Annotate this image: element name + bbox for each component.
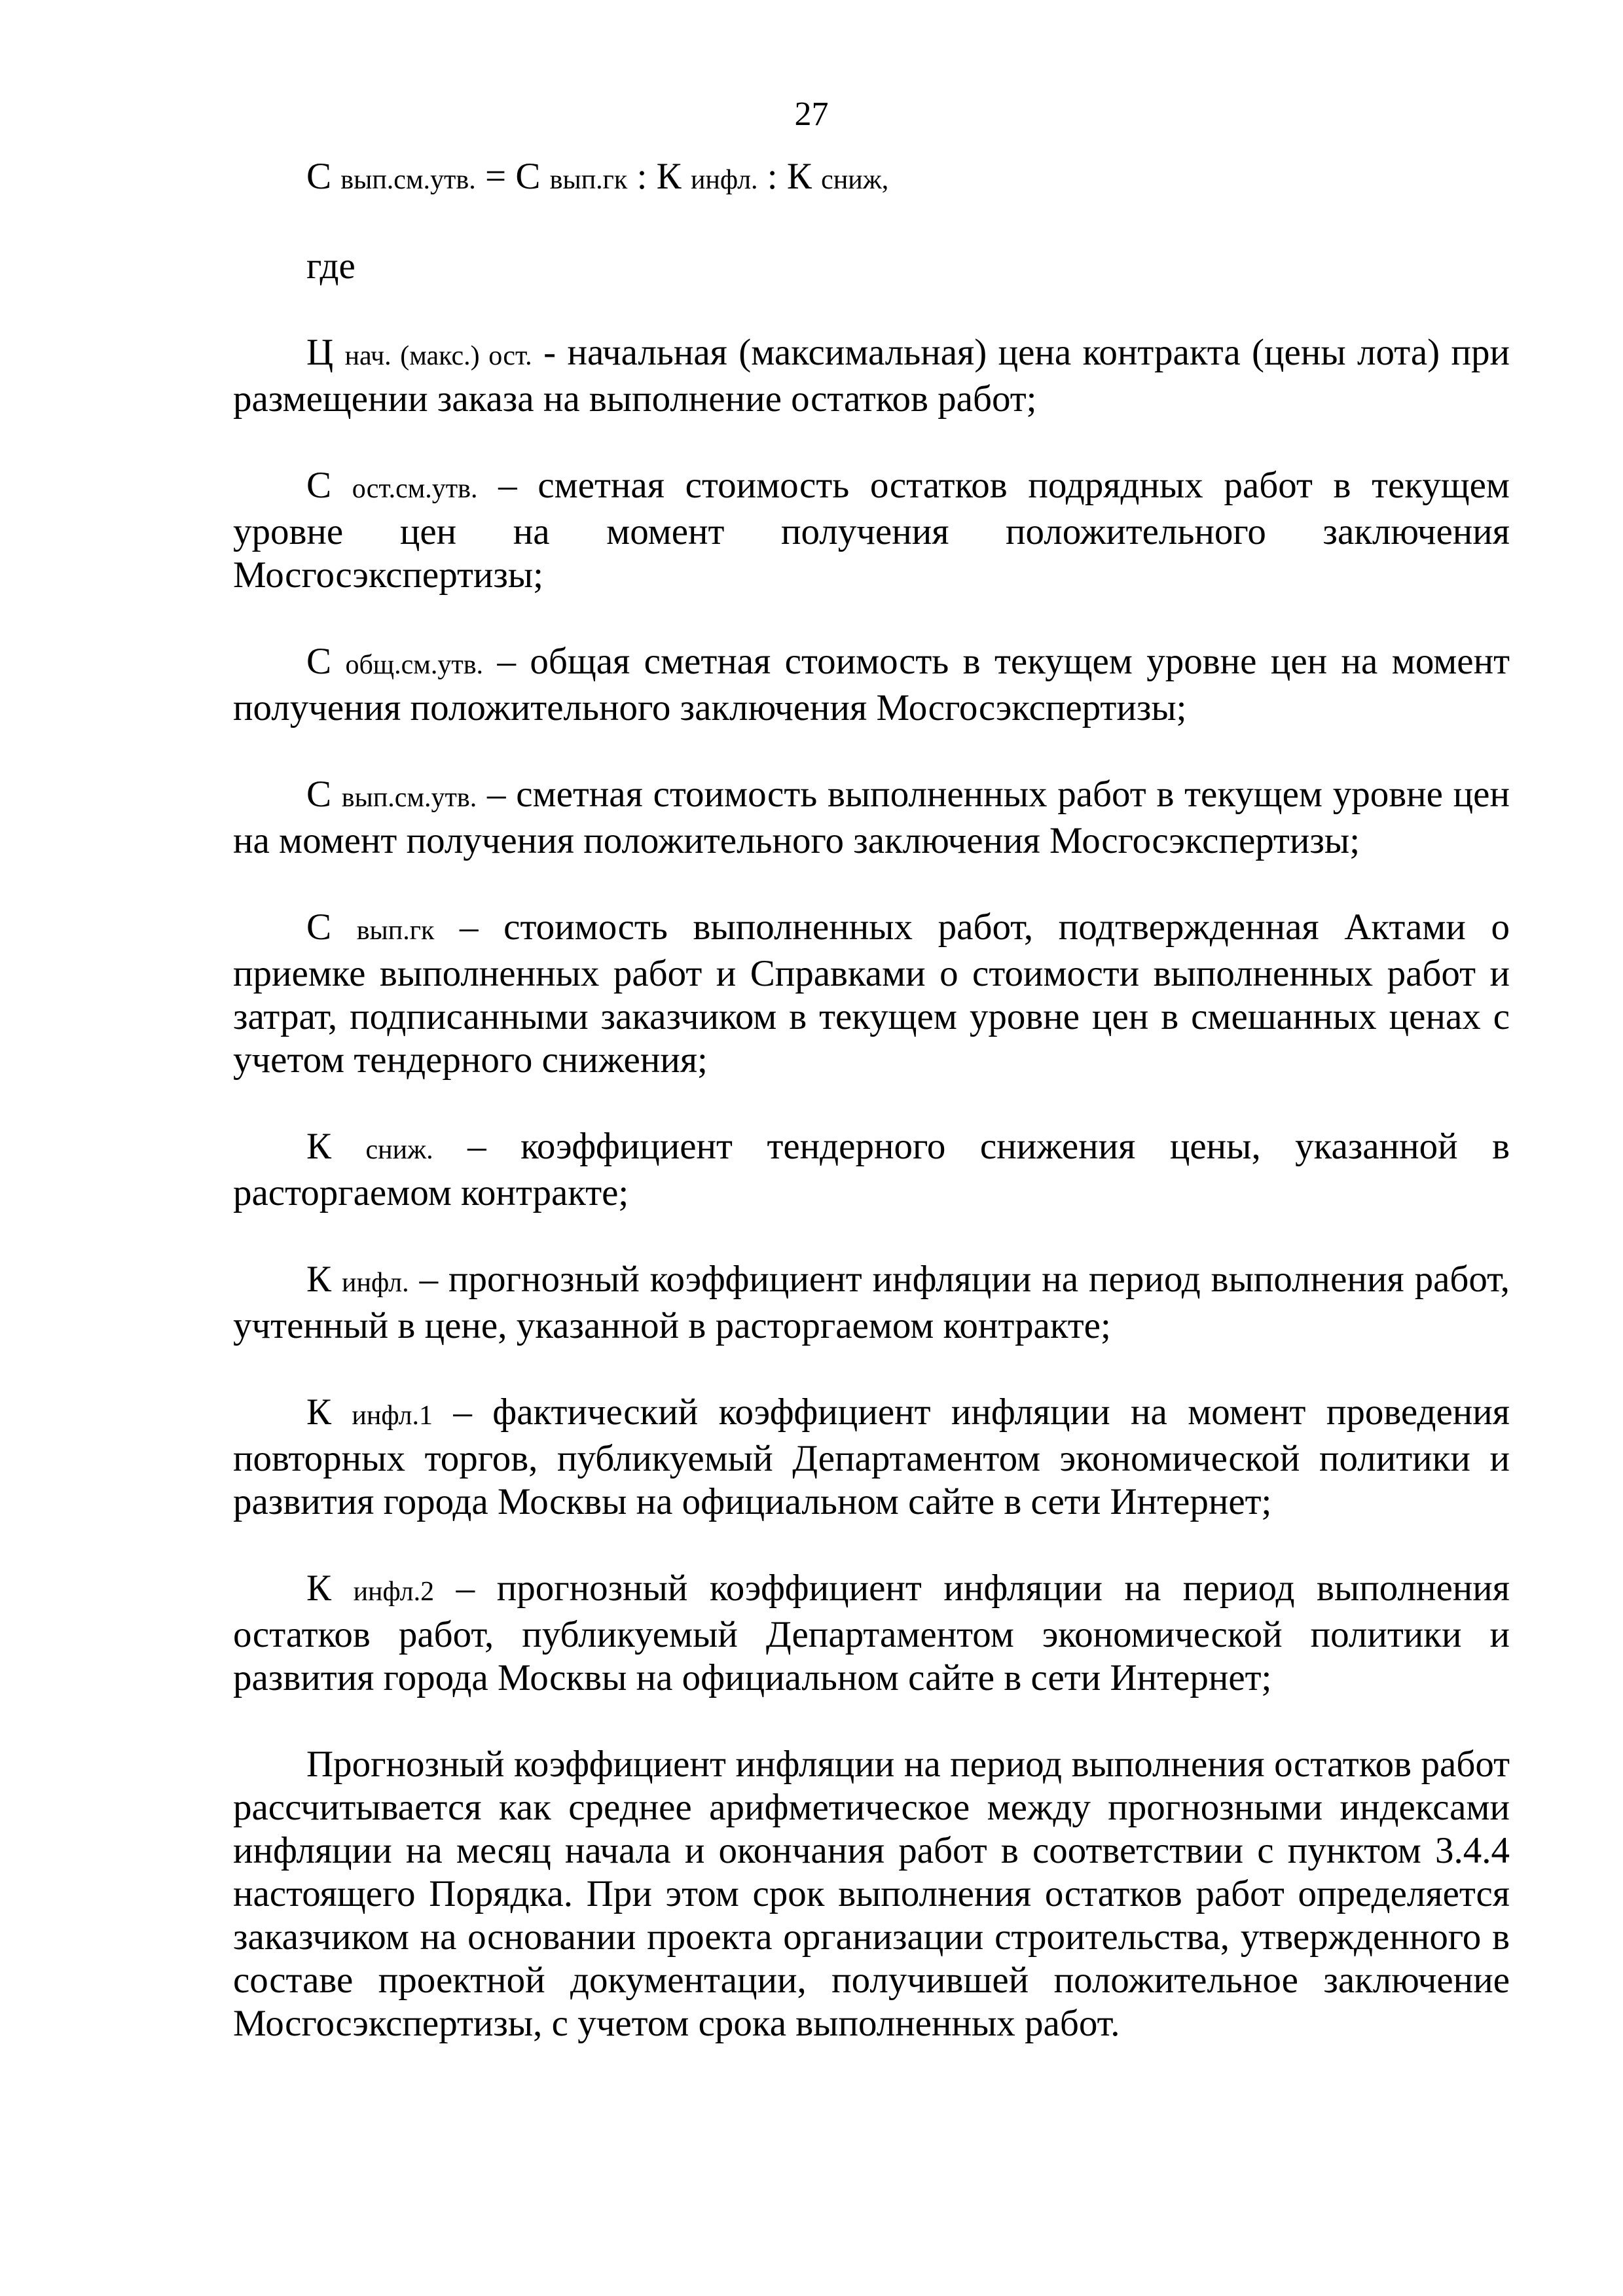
- definition-symbol: С: [306, 465, 332, 506]
- definition-text: – сметная стоимость выполненных работ в текущем уровне цен на момент получения положительного заключения Мосгосэкспертизы;: [233, 774, 1510, 861]
- definition-symbol: К: [306, 1391, 332, 1433]
- definition-coef-reduction: [233, 1125, 1510, 1215]
- definition-subscript: ост.см.утв.: [352, 474, 478, 504]
- formula-term3-symbol: К: [786, 156, 812, 197]
- formula: [233, 155, 1510, 202]
- formula-term1-symbol: С: [515, 156, 541, 197]
- formula-lhs-subscript: вып.см.утв.: [340, 165, 476, 195]
- definition-symbol: К: [306, 1259, 332, 1300]
- formula-lhs-symbol: С: [306, 156, 332, 197]
- definition-symbol: К: [306, 1126, 332, 1167]
- definition-price-remaining: [233, 331, 1510, 421]
- definition-symbol: С: [306, 641, 332, 682]
- formula-term1-subscript: вып.гк: [549, 165, 628, 195]
- formula-operator-1: :: [627, 156, 657, 197]
- definition-subscript: сниж.: [365, 1135, 433, 1165]
- definition-text: – общая сметная стоимость в текущем уровне цен на момент получения положительного заключения Мосгосэкспертизы;: [233, 641, 1510, 728]
- definition-subscript: вып.гк: [356, 916, 435, 946]
- definition-cost-contract: [233, 906, 1510, 1082]
- definition-coef-inflation: [233, 1258, 1510, 1348]
- definition-text: – сметная стоимость остатков подрядных работ в текущем уровне цен на момент получения положительного заключения Мосгосэкспертизы;: [233, 465, 1510, 596]
- definition-symbol: С: [306, 906, 332, 948]
- definition-subscript: общ.см.утв.: [345, 650, 484, 680]
- definition-subscript: инфл.: [342, 1268, 409, 1298]
- where-label: где: [306, 245, 356, 287]
- definition-text: – коэффициент тендерного снижения цены, указанной в расторгаемом контракте;: [233, 1126, 1510, 1213]
- definition-symbol: Ц: [306, 332, 334, 373]
- definition-subscript: инфл.2: [353, 1577, 435, 1607]
- definition-cost-remaining: [233, 464, 1510, 597]
- page-number: 27: [794, 96, 829, 133]
- definition-symbol: К: [306, 1568, 332, 1609]
- formula-term2-symbol: К: [656, 156, 682, 197]
- definition-subscript: вып.см.утв.: [341, 783, 477, 813]
- definition-text: – прогнозный коэффициент инфляции на период выполнения остатков работ, публикуемый Департаментом экономической политики и развития города Москвы на официальном сайте в сети Интернет;: [233, 1568, 1510, 1698]
- definition-coef-inflation-2: [233, 1567, 1510, 1700]
- formula-term2-subscript: инфл.: [690, 165, 758, 195]
- definition-cost-total: [233, 640, 1510, 730]
- definition-cost-completed: [233, 773, 1510, 863]
- document-body: [233, 155, 1510, 2089]
- definition-coef-inflation-1: [233, 1391, 1510, 1524]
- definition-text: - начальная (максимальная) цена контракта (цены лота) при размещении заказа на выполнение остатков работ;: [233, 332, 1510, 420]
- formula-equals: =: [475, 156, 516, 197]
- definition-text: – фактический коэффициент инфляции на момент проведения повторных торгов, публикуемый Департаментом экономической политики и развития города Москвы на официальном сайте в сети Интернет;: [233, 1391, 1510, 1522]
- formula-operator-2: :: [757, 156, 787, 197]
- definition-subscript: нач. (макс.) ост.: [344, 341, 532, 371]
- definition-text: – стоимость выполненных работ, подтвержденная Актами о приемке выполненных работ и Справками о стоимости выполненных работ и затрат, подписанными заказчиком в текущем уровне цен в смешанных ценах с учетом тендерного снижения;: [233, 906, 1510, 1081]
- definition-symbol: С: [306, 774, 332, 815]
- definition-subscript: инфл.1: [352, 1401, 433, 1431]
- formula-term3-subscript: сниж,: [821, 165, 889, 195]
- definition-text: – прогнозный коэффициент инфляции на период выполнения работ, учтенный в цене, указанной в расторгаемом контракте;: [233, 1259, 1510, 1346]
- final-paragraph: Прогнозный коэффициент инфляции на период выполнения остатков работ рассчитывается как среднее арифметическое между прогнозными индексами инфляции на месяц начала и окончания работ в соответствии с пунктом 3.4.4 настоящего Порядка. При этом срок выполнения остатков работ определяется заказчиком на основании проекта организации строительства, утвержденного в составе проектной документации, получившей положительное заключение Мосгосэкспертизы, с учетом срока выполненных работ.: [233, 1744, 1510, 2044]
